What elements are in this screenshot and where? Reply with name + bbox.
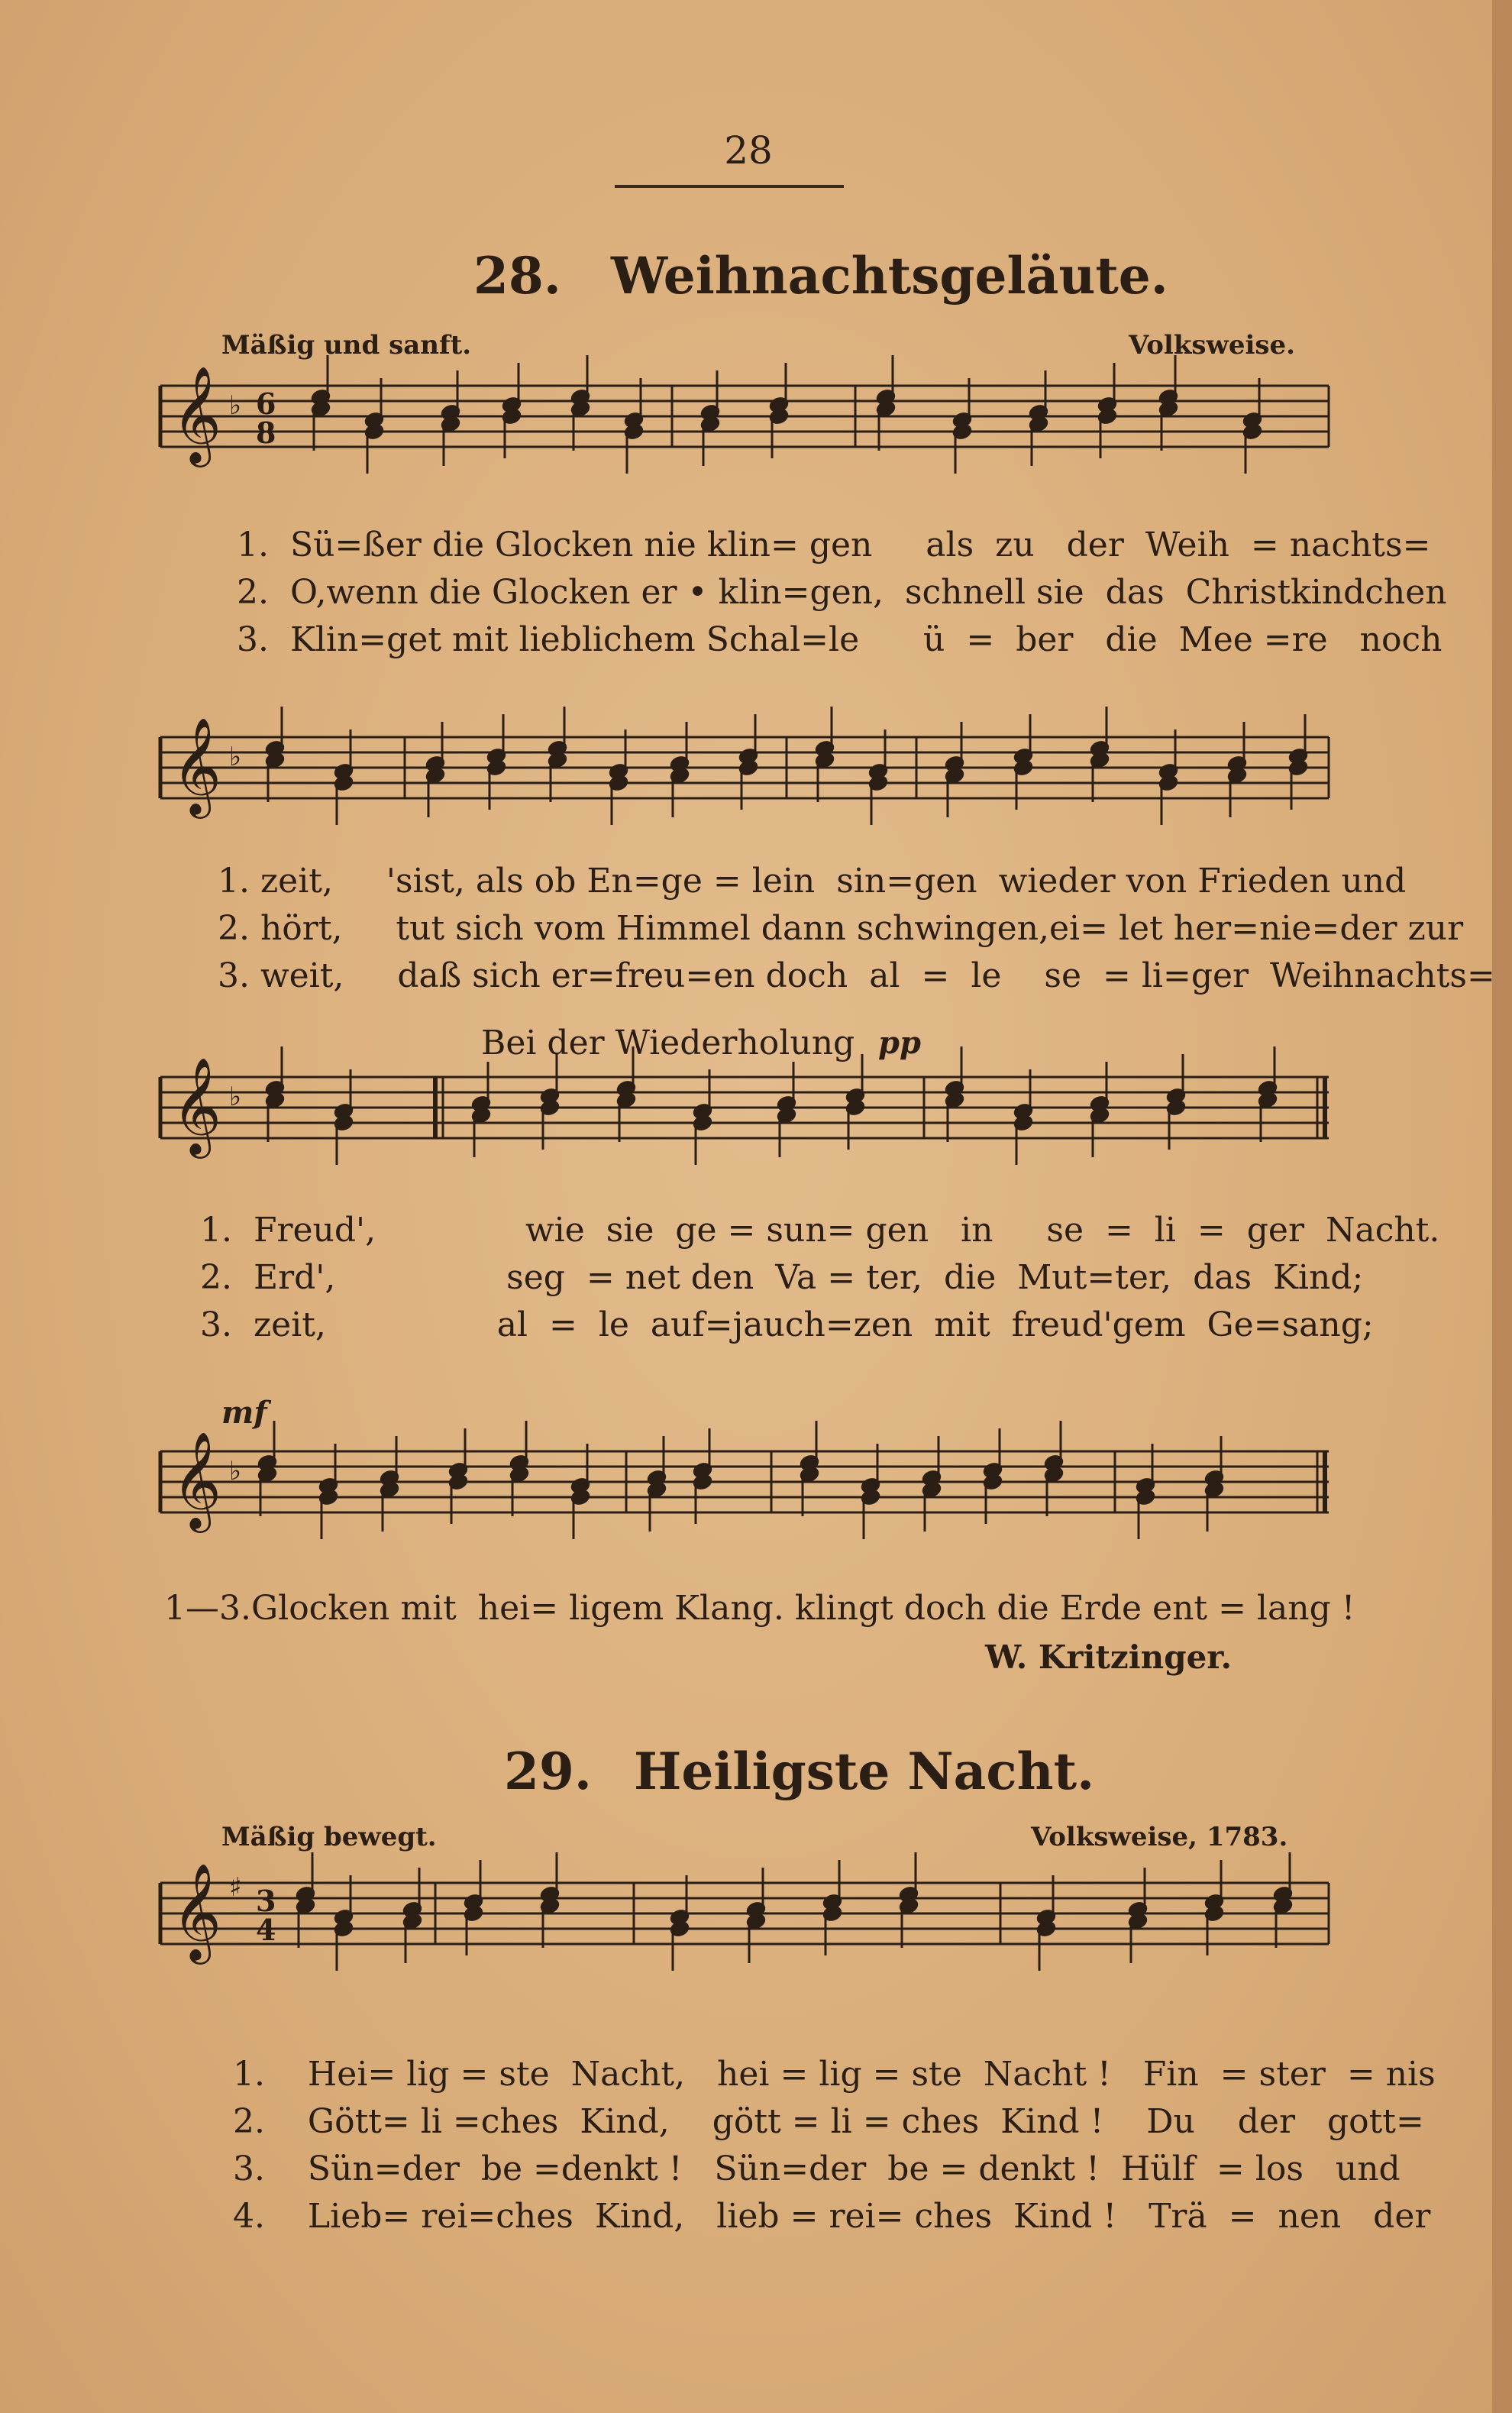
song-28-staff-1 [153,367,1344,535]
dynamic-mf: mf [221,1395,267,1431]
svg-text:6: 6 [256,387,276,421]
song-29-number: 29. [504,1742,592,1801]
song-29-lyric-2: 2. Gött= li =ches Kind, gött = li = ches Kind ! Du der gott= [233,2102,1424,2141]
song-28-number: 28. [473,246,561,306]
svg-text:8: 8 [256,416,276,450]
song-28-title: Weihnachtsgeläute. [611,246,1168,306]
svg-text:𝄞: 𝄞 [172,716,222,814]
svg-text:4: 4 [256,1913,276,1947]
svg-text:♭: ♭ [229,742,242,772]
song-28-lyric-2-3: 3. weit, daß sich er=freu=en doch al = le se = li=ger Weihnachts= [218,956,1495,995]
song-29-lyric-4: 4. Lieb= rei=ches Kind, lieb = rei= ches Kind ! Trä = nen der [233,2197,1431,2236]
song-28-lyric-3-2: 2. Erd', seg = net den Va = ter, die Mut=ter, das Kind; [200,1258,1364,1297]
page-number: 28 [724,128,773,173]
song-28-lyric-3-3: 3. zeit, al = le auf=jauch=zen mit freud'gem Ge=sang; [200,1305,1374,1344]
song-29-tempo: Mäßig bewegt. [221,1822,437,1852]
svg-text:♭: ♭ [229,1456,242,1486]
song-28-staff-3 [153,1035,1344,1203]
song-28-lyric-4-1: 1—3.Glocken mit hei= ligem Klang. klingt doch die Erde ent = lang ! [164,1589,1355,1628]
song-28-lyric-1-1: 1. Sü=ßer die Glocken nie klin= gen als zu der Weih = nachts= [237,526,1431,564]
song-29-lyric-1: 1. Hei= lig = ste Nacht, hei = lig = ste Nacht ! Fin = ster = nis [233,2055,1436,2094]
svg-text:𝄞: 𝄞 [172,1056,222,1154]
song-28-tempo: Mäßig und sanft. [221,330,472,361]
dynamic-pp: pp [878,1025,921,1061]
song-28-source: Volksweise. [1129,330,1295,361]
svg-text:3: 3 [256,1884,276,1918]
song-28-staff-2 [153,691,1344,859]
header-rule [615,185,844,188]
song-28-author: W. Kritzinger. [985,1638,1233,1676]
svg-text:𝄞: 𝄞 [172,365,222,463]
song-28-staff-4 [153,1390,1344,1558]
song-28-lyric-2-2: 2. hört, tut sich vom Himmel dann schwingen,ei= let her=nie=der zur [218,909,1464,948]
repeat-note: Bei der Wiederholung [481,1024,855,1063]
svg-text:♭: ♭ [229,1082,242,1112]
song-29-title: Heiligste Nacht. [634,1742,1095,1801]
song-28-lyric-1-2: 2. O,wenn die Glocken er • klin=gen, schnell sie das Christkindchen [237,573,1447,612]
svg-text:♭: ♭ [229,390,242,421]
song-28-lyric-1-3: 3. Klin=get mit lieblichem Schal=le ü = ber die Mee =re noch [237,620,1443,659]
song-28-lyric-2-1: 1. zeit, 'sist, als ob En=ge = lein sin=gen wieder von Frieden und [218,862,1407,901]
song-29-lyric-3: 3. Sün=der be =denkt ! Sün=der be = denkt ! Hülf = los und [233,2149,1401,2188]
song-29-source: Volksweise, 1783. [1031,1822,1288,1852]
svg-text:♯: ♯ [229,1872,242,1903]
svg-text:𝄞: 𝄞 [172,1431,222,1528]
page-edge [1492,0,1512,2413]
song-29-staff [153,1864,1344,2032]
song-28-lyric-3-1: 1. Freud', wie sie ge = sun= gen in se = li = ger Nacht. [200,1211,1440,1250]
svg-text:𝄞: 𝄞 [172,1862,222,1960]
